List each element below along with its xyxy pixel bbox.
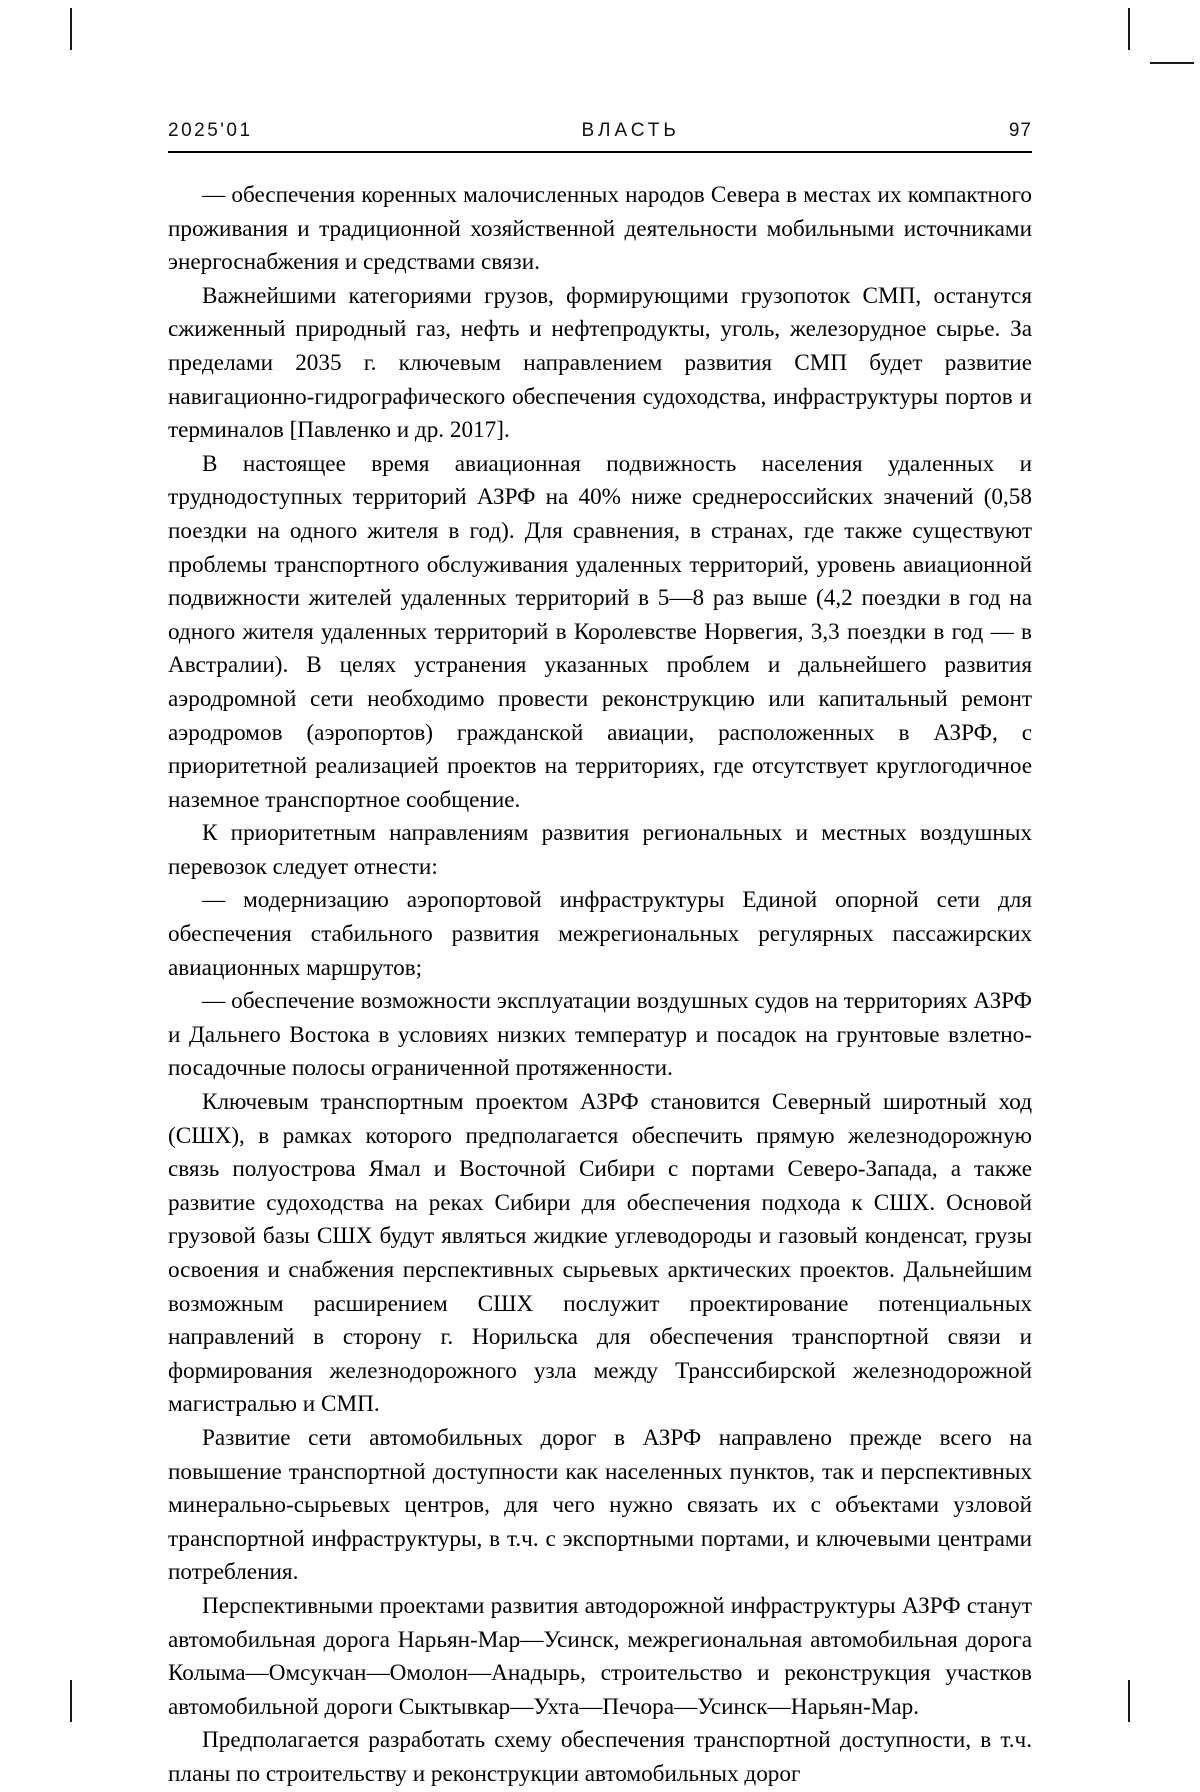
crop-mark-bottom-left (70, 1680, 72, 1722)
paragraph: В настоящее время авиационная подвижность населения удаленных и труднодоступных территорий АЗРФ на 40% ниже среднероссийских значений (0,58 поездки на одного жителя в год). Для сравнения, в странах, где также существуют проблемы транспортного обслуживания удаленных территорий, уровень авиационной подвижности жителей удаленных территорий в 5—8 раз выше (4,2 поездки в год на одного жителя удаленных территорий в Королевстве Норвегия, 3,3 поездки в год — в Австралии). В целях устранения указанных проблем и дальнейшего развития аэродромной сети необходимо провести реконструкцию или капитальный ремонт аэродромов (аэропортов) гражданской авиации, расположенных в АЗРФ, с приоритетной реализацией проектов на территориях, где отсутствует круглогодичное наземное транспортное сообщение. (168, 450, 1032, 813)
body-text (168, 179, 1032, 1792)
paragraph: Развитие сети автомобильных дорог в АЗРФ направлено прежде всего на повышение транспортной доступности как населенных пунктов, так и перспективных минерально-сырьевых центров, для чего нужно связать их с объектами узловой транспортной инфраструктуры, в т.ч. с экспортными портами, и ключевыми центрами потребления. (168, 1424, 1032, 1586)
issue-label: 2025'01 (168, 120, 253, 141)
paragraph: К приоритетным направлениям развития региональных и местных воздушных перевозок следует отнести: (168, 820, 1032, 880)
list-item: — модернизацию аэропортовой инфраструктуры Единой опорной сети для обеспечения стабильного развития межрегиональных регулярных пассажирских авиационных маршрутов; (168, 887, 1032, 981)
paragraph: — обеспечения коренных малочисленных народов Севера в местах их компактного проживания и традиционной хозяйственной деятельности мобильными источниками энергоснабжения и средствами связи. (168, 182, 1032, 276)
paragraph: Перспективными проектами развития автодорожной инфраструктуры АЗРФ станут автомобильная дорога Нарьян-Мар—Усинск, межрегиональная автомобильная дорога Колыма—Омсукчан—Омолон—Анадырь, строительство и реконструкция участков автомобильной дороги Сыктывкар—Ухта—Печора—Усинск—Нарьян-Мар. (168, 1592, 1032, 1720)
page-content (168, 120, 1032, 1792)
crop-mark-top-right-horizontal (1150, 62, 1194, 64)
paragraph: Ключевым транспортным проектом АЗРФ становится Северный широтный ход (СШХ), в рамках которого предполагается обеспечить прямую железнодорожную связь полуострова Ямал и Восточной Сибири с портами Северо-Запада, а также развитие судоходства на реках Сибири для обеспечения подхода к СШХ. Основой грузовой базы СШХ будут являться жидкие углеводороды и газовый конденсат, грузы освоения и снабжения перспективных сырьевых арктических проектов. Дальнейшим возможным расширением СШХ послужит проектирование потенциальных направлений в сторону г. Норильска для обеспечения транспортной связи и формирования железнодорожного узла между Транссибирской железнодорожной магистралью и СМП. (168, 1089, 1032, 1418)
crop-mark-top-left (70, 8, 72, 50)
paragraph: Важнейшими категориями грузов, формирующими грузопоток СМП, останутся сжиженный природный газ, нефть и нефтепродукты, уголь, железорудное сырье. За пределами 2035 г. ключевым направлением развития СМП будет развитие навигационно-гидрографического обеспечения судоходства, инфраструктуры портов и терминалов [Павленко и др. 2017]. (168, 282, 1032, 444)
crop-mark-top-right (1128, 8, 1130, 50)
journal-title: ВЛАСТЬ (581, 120, 680, 141)
paragraph: Предполагается разработать схему обеспечения транспортной доступности, в т.ч. планы по строительству и реконструкции автомобильных дорог (168, 1727, 1032, 1787)
crop-mark-bottom-right (1128, 1680, 1130, 1722)
running-head (168, 120, 1032, 153)
list-item: — обеспечение возможности эксплуатации воздушных судов на территориях АЗРФ и Дальнего Востока в условиях низких температур и посадок на грунтовые взлетно-посадочные полосы ограниченной протяженности. (168, 988, 1032, 1082)
page-number: 97 (1008, 120, 1032, 141)
